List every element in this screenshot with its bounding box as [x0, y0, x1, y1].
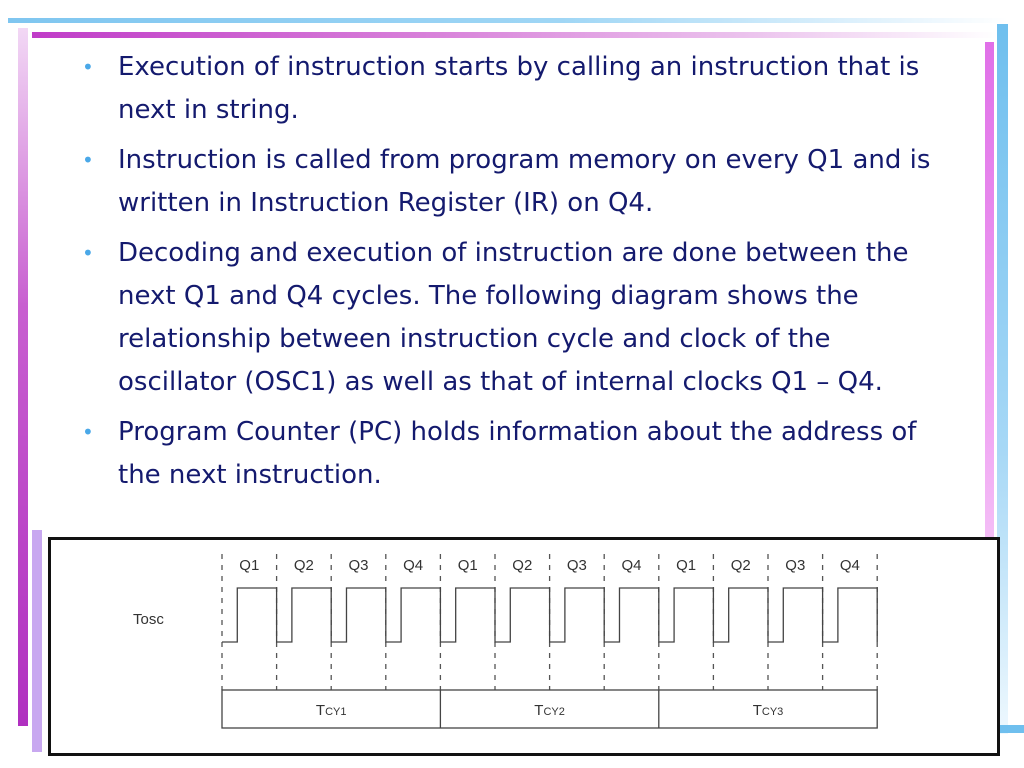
bullet-dot-icon: •: [82, 420, 94, 444]
q-label: Q4: [839, 557, 860, 574]
bullet-dot-icon: •: [82, 55, 94, 79]
q-label: Q2: [512, 557, 533, 574]
bullet-text: Decoding and execution of instruction are done between the next Q1 and Q4 cycles. The following diagram shows the relationship between instruction cycle and clock of the oscillator (OSC1) as well as that of internal clocks Q1 – Q4.: [118, 238, 909, 397]
cycle-label: TCY3: [752, 702, 784, 719]
bullet-list: [72, 46, 952, 504]
q-label: Q1: [676, 557, 697, 574]
q-label: Q1: [239, 557, 260, 574]
bullet-item: [72, 232, 952, 404]
tosc-label: Tosc: [133, 611, 164, 628]
bullet-dot-icon: •: [82, 148, 94, 172]
q-label: Q3: [348, 557, 369, 574]
q-label: Q3: [785, 557, 806, 574]
bullet-text: Program Counter (PC) holds information about the address of the next instruction.: [118, 417, 917, 490]
q-label: Q2: [293, 557, 314, 574]
bullet-text: Execution of instruction starts by calling an instruction that is next in string.: [118, 52, 920, 125]
bullet-item: [72, 139, 952, 225]
cycle-label: TCY2: [534, 702, 565, 719]
q-label: Q1: [457, 557, 478, 574]
bullet-item: [72, 46, 952, 132]
left-lavender-bar: [32, 530, 42, 752]
cycle-row: [222, 690, 877, 728]
top-cyan-bar: [8, 18, 1008, 23]
left-magenta-bar: [18, 28, 28, 726]
q-label: Q4: [621, 557, 642, 574]
bullet-text: Instruction is called from program memory on every Q1 and is written in Instruction Register (IR) on Q4.: [118, 145, 931, 218]
q-label: Q3: [566, 557, 587, 574]
q-label: Q4: [403, 557, 424, 574]
timing-diagram: [48, 537, 1000, 756]
cycle-label: TCY1: [315, 702, 347, 719]
top-magenta-bar: [32, 32, 998, 38]
bullet-dot-icon: •: [82, 241, 94, 265]
bullet-item: [72, 411, 952, 497]
q-label: Q2: [730, 557, 751, 574]
clock-waveform: [222, 588, 877, 642]
bottom-cyan-bar: [1000, 725, 1024, 733]
timing-diagram-svg: [51, 540, 997, 753]
